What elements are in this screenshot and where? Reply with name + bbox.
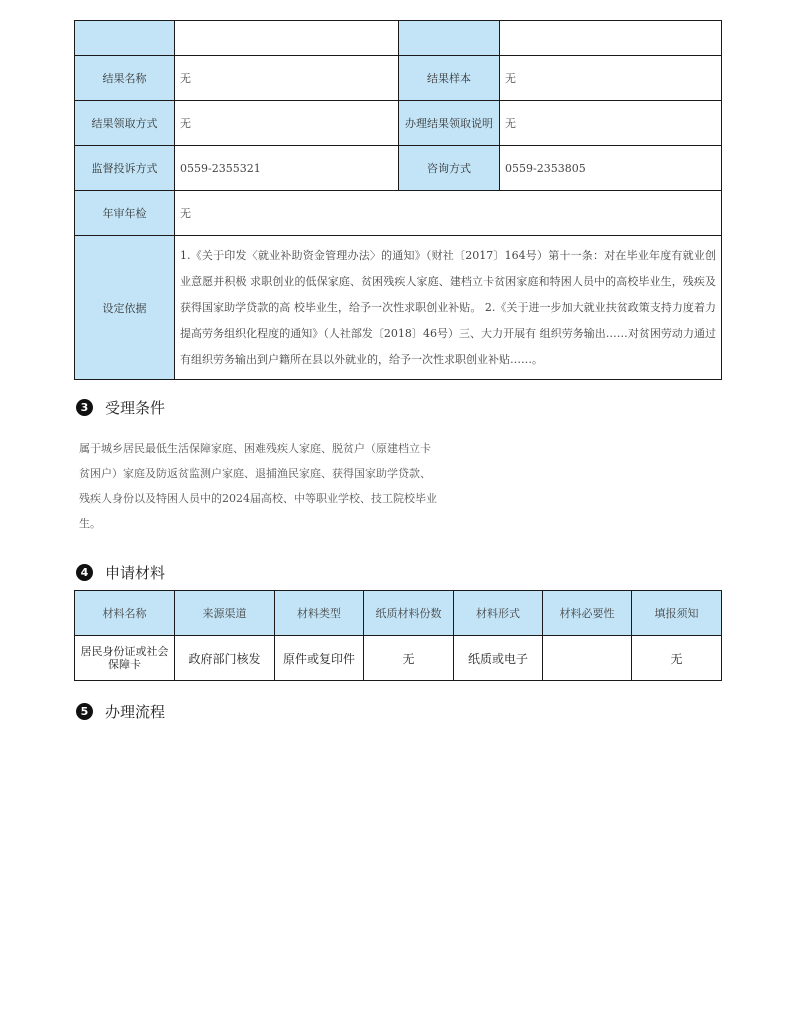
number-badge-icon: 5 <box>76 703 93 720</box>
result-sample-label: 结果样本 <box>399 56 500 101</box>
complaint-label: 监督投诉方式 <box>75 146 175 191</box>
material-necessity <box>543 636 632 681</box>
table-header-row <box>75 591 722 636</box>
table-row <box>75 146 722 191</box>
table-row <box>75 56 722 101</box>
annual-review-label: 年审年检 <box>75 191 175 236</box>
material-source: 政府部门核发 <box>175 636 275 681</box>
row-value <box>500 21 722 56</box>
annual-review-value: 无 <box>175 191 722 236</box>
material-copies: 无 <box>364 636 454 681</box>
result-info-table <box>74 20 722 380</box>
section-application-materials <box>76 562 165 582</box>
pickup-note-label: 办理结果领取说明 <box>399 101 500 146</box>
column-header: 填报须知 <box>632 591 722 636</box>
consult-phone: 0559-2353805 <box>500 146 722 191</box>
pickup-method-value: 无 <box>175 101 399 146</box>
result-name-label: 结果名称 <box>75 56 175 101</box>
material-name: 居民身份证或社会保障卡 <box>75 636 175 681</box>
table-row <box>75 101 722 146</box>
result-name-value: 无 <box>175 56 399 101</box>
column-header: 材料形式 <box>454 591 543 636</box>
row-label <box>75 21 175 56</box>
section-title: 受理条件 <box>105 398 166 417</box>
materials-table <box>74 590 722 681</box>
condition-line: 属于城乡居民最低生活保障家庭、困难残疾人家庭、脱贫户（原建档立卡 <box>79 442 431 455</box>
acceptance-conditions-text <box>79 436 459 536</box>
condition-line: 残疾人身份以及特困人员中的2024届高校、中等职业学校、技工院校毕业 <box>79 492 437 505</box>
table-row <box>75 236 722 380</box>
table-row <box>75 191 722 236</box>
number-badge-icon: 3 <box>76 399 93 416</box>
column-header: 纸质材料份数 <box>364 591 454 636</box>
row-label <box>399 21 500 56</box>
legal-basis-text: 1.《关于印发〈就业补助资金管理办法〉的通知》（财社〔2017〕164号）第十一条：对在毕业年度有就业创业意愿并积极 求职创业的低保家庭、贫困残疾人家庭、建档立卡贫困家庭和特困人员中的高校毕业生，残疾及获得国家助学贷款的高 校毕业生，给予一次性求职创业补贴。 2.《关于进一步加大就业扶贫政策支持力度着力提高劳务组织化程度的通知》（人社部发〔2018〕46号）三、大力开展有 组织劳务输出……对贫困劳动力通过有组织劳务输出到户籍所在县以外就业的，给予一次性求职创业补贴……。 <box>175 236 722 380</box>
complaint-phone: 0559-2355321 <box>175 146 399 191</box>
pickup-note-value: 无 <box>500 101 722 146</box>
condition-line: 贫困户）家庭及防返贫监测户家庭、退捕渔民家庭、获得国家助学贷款、 <box>79 467 431 480</box>
legal-basis-label: 设定依据 <box>75 236 175 380</box>
column-header: 材料必要性 <box>543 591 632 636</box>
table-row <box>75 21 722 56</box>
consult-label: 咨询方式 <box>399 146 500 191</box>
row-value <box>175 21 399 56</box>
condition-line: 生。 <box>79 517 101 530</box>
section-acceptance-conditions <box>76 397 165 417</box>
column-header: 来源渠道 <box>175 591 275 636</box>
number-badge-icon: 4 <box>76 564 93 581</box>
material-type: 原件或复印件 <box>275 636 364 681</box>
result-sample-value: 无 <box>500 56 722 101</box>
pickup-method-label: 结果领取方式 <box>75 101 175 146</box>
column-header: 材料名称 <box>75 591 175 636</box>
column-header: 材料类型 <box>275 591 364 636</box>
table-row <box>75 636 722 681</box>
material-form: 纸质或电子 <box>454 636 543 681</box>
material-notes: 无 <box>632 636 722 681</box>
section-process <box>76 701 165 721</box>
section-title: 办理流程 <box>105 702 166 721</box>
section-title: 申请材料 <box>105 563 166 582</box>
